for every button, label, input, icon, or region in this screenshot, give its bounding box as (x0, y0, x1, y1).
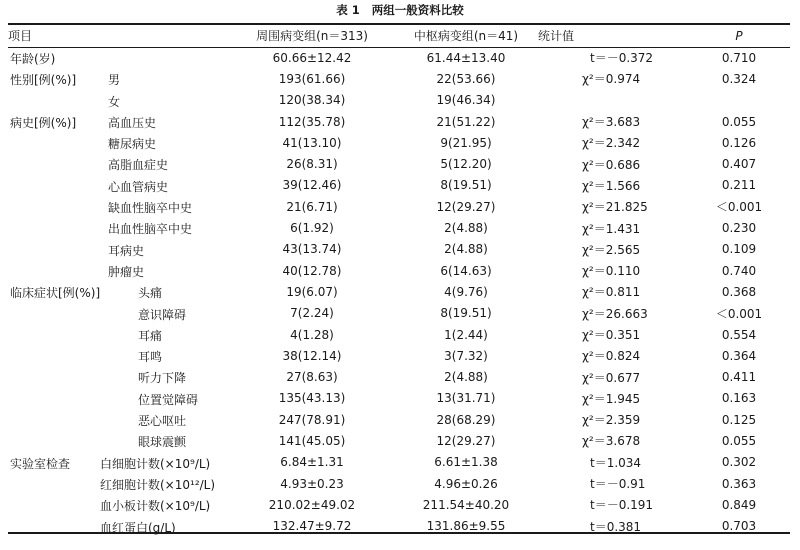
p-value: 0.109 (721, 242, 757, 257)
central-value: 131.86±9.55 (426, 519, 506, 534)
row-subitem: 女 (108, 94, 121, 109)
table-row (8, 409, 790, 430)
table-row (8, 132, 790, 153)
p-value: 0.055 (721, 433, 757, 448)
statistic-value: χ²＝0.677 (582, 370, 641, 385)
table-row (8, 430, 790, 451)
p-value: 0.554 (721, 327, 757, 342)
central-value: 4.96±0.26 (434, 476, 498, 491)
table-row (8, 345, 790, 366)
central-value: 19(46.34) (436, 93, 496, 108)
row-subitem: 高血压史 (108, 115, 157, 130)
peripheral-value: 26(8.31) (286, 157, 338, 172)
central-value: 28(68.29) (436, 412, 496, 427)
table-number: 表 1 (336, 3, 360, 17)
central-value: 12(29.27) (436, 433, 496, 448)
statistic-value: t＝－0.372 (590, 51, 654, 66)
p-value: 0.211 (721, 178, 757, 193)
peripheral-value: 193(61.66) (278, 71, 346, 86)
peripheral-value: 41(13.10) (282, 135, 342, 150)
central-value: 61.44±13.40 (426, 50, 506, 65)
peripheral-value: 21(6.71) (286, 199, 338, 214)
table-row (8, 217, 790, 238)
peripheral-value: 132.47±9.72 (272, 519, 352, 534)
row-subitem: 位置觉障碍 (138, 392, 199, 407)
p-value: 0.302 (721, 455, 757, 470)
peripheral-value: 6.84±1.31 (280, 455, 344, 470)
central-value: 5(12.20) (440, 157, 492, 172)
central-value: 12(29.27) (436, 199, 496, 214)
table-title: 两组一般资料比较 (371, 3, 464, 17)
row-item-cell (8, 90, 230, 111)
table-row (8, 388, 790, 409)
table-row (8, 324, 790, 345)
p-value: 0.230 (721, 221, 757, 236)
table-row (8, 516, 790, 537)
comparison-table (8, 24, 790, 537)
row-subitem: 男 (108, 73, 121, 88)
header-row (8, 24, 790, 47)
row-item-cell (8, 303, 230, 324)
row-subitem: 缺血性脑卒中史 (108, 201, 193, 216)
peripheral-value: 39(12.46) (282, 178, 342, 193)
statistic-value: χ²＝3.678 (582, 434, 641, 449)
peripheral-value: 38(12.14) (282, 348, 342, 363)
peripheral-value: 19(6.07) (286, 284, 338, 299)
row-item-cell (8, 430, 230, 451)
row-subitem: 头痛 (138, 286, 163, 301)
row-item-cell (8, 217, 230, 238)
table-row (8, 260, 790, 281)
row-item-cell (8, 324, 230, 345)
central-value: 9(21.95) (440, 135, 492, 150)
central-value: 13(31.71) (436, 391, 496, 406)
statistic-value (538, 90, 688, 111)
table-row (8, 153, 790, 174)
row-item-cell (8, 388, 230, 409)
p-value: 0.703 (721, 519, 757, 534)
row-item-cell (8, 260, 230, 281)
row-item-cell (8, 366, 230, 387)
central-value: 6(14.63) (440, 263, 492, 278)
row-subitem: 恶心呕吐 (138, 414, 187, 429)
table-row (8, 111, 790, 132)
row-subitem: 意识障碍 (138, 307, 187, 322)
row-subitem: 耳痛 (138, 328, 163, 343)
row-item-cell (8, 68, 230, 89)
central-value: 1(2.44) (444, 327, 488, 342)
header-statistic: 统计值 (538, 29, 575, 43)
row-category: 性别[例(%)] (10, 73, 77, 88)
statistic-value: χ²＝0.110 (582, 264, 641, 279)
peripheral-value: 210.02±49.02 (268, 497, 356, 512)
table-row (8, 90, 790, 111)
central-value: 22(53.66) (436, 71, 496, 86)
statistic-value: χ²＝0.811 (582, 285, 641, 300)
peripheral-value: 141(45.05) (278, 433, 346, 448)
row-item-cell (8, 494, 230, 515)
statistic-value: χ²＝1.945 (582, 391, 641, 406)
statistic-value: χ²＝3.683 (582, 115, 641, 130)
statistic-value: χ²＝1.431 (582, 221, 641, 236)
peripheral-value: 7(2.24) (290, 306, 334, 321)
statistic-value: t＝－0.91 (590, 477, 646, 492)
table-row (8, 68, 790, 89)
header-peripheral-group: 周围病变组(n＝313) (256, 29, 368, 43)
peripheral-value: 60.66±12.42 (272, 50, 352, 65)
table-row (8, 281, 790, 302)
row-subitem: 听力下降 (138, 371, 187, 386)
row-item-cell (8, 239, 230, 260)
table-body (8, 47, 790, 537)
row-subitem: 肿瘤史 (108, 264, 145, 279)
statistic-value: χ²＝21.825 (582, 200, 648, 215)
row-item-cell (8, 175, 230, 196)
central-value: 2(4.88) (444, 370, 488, 385)
row-category: 实验室检查 (10, 456, 71, 471)
row-subitem: 红细胞计数(×10¹²/L) (100, 477, 216, 492)
table-row (8, 452, 790, 473)
row-category: 病史[例(%)] (10, 115, 77, 130)
statistic-value: t＝0.381 (590, 519, 642, 534)
central-value: 6.61±1.38 (434, 455, 498, 470)
central-value: 4(9.76) (444, 284, 488, 299)
central-value: 8(19.51) (440, 178, 492, 193)
table-row (8, 494, 790, 515)
table-row (8, 196, 790, 217)
statistic-value: χ²＝2.342 (582, 136, 641, 151)
p-value: 0.849 (721, 497, 757, 512)
header-p-value: P (735, 28, 743, 43)
p-value: 0.710 (721, 50, 757, 65)
table-row (8, 175, 790, 196)
row-item-cell (8, 516, 230, 537)
central-value: 2(4.88) (444, 242, 488, 257)
row-item-cell (8, 281, 230, 302)
row-item-cell (8, 153, 230, 174)
row-item-cell (8, 196, 230, 217)
peripheral-value: 40(12.78) (282, 263, 342, 278)
row-item-cell (8, 345, 230, 366)
central-value: 211.54±40.20 (422, 497, 510, 512)
p-value: 0.364 (721, 348, 757, 363)
row-subitem: 耳病史 (108, 243, 145, 258)
p-value: 0.363 (721, 476, 757, 491)
row-item-cell (8, 452, 230, 473)
statistic-value: χ²＝1.566 (582, 178, 641, 193)
row-subitem: 心血管病史 (108, 179, 169, 194)
row-subitem: 血小板计数(×10⁹/L) (100, 499, 211, 514)
peripheral-value: 135(43.13) (278, 391, 346, 406)
p-value: 0.407 (721, 157, 757, 172)
peripheral-value: 6(1.92) (290, 221, 334, 236)
peripheral-value: 27(8.63) (286, 370, 338, 385)
central-value: 2(4.88) (444, 221, 488, 236)
statistic-value: χ²＝0.974 (582, 72, 641, 87)
row-item-cell (8, 47, 230, 68)
row-subitem: 白细胞计数(×10⁹/L) (100, 456, 211, 471)
peripheral-value: 4.93±0.23 (280, 476, 344, 491)
row-subitem: 耳鸣 (138, 350, 163, 365)
table-row (8, 366, 790, 387)
p-value: 0.055 (721, 114, 757, 129)
row-subitem: 糖尿病史 (108, 137, 157, 152)
p-value: 0.740 (721, 263, 757, 278)
table-row (8, 239, 790, 260)
peripheral-value: 247(78.91) (278, 412, 346, 427)
central-value: 3(7.32) (444, 348, 488, 363)
row-subitem: 出血性脑卒中史 (108, 222, 193, 237)
row-item-cell (8, 111, 230, 132)
table-caption (0, 3, 800, 17)
header-central-group: 中枢病变组(n＝41) (413, 29, 519, 43)
p-value: 0.368 (721, 284, 757, 299)
peripheral-value: 112(35.78) (278, 114, 346, 129)
table-row (8, 303, 790, 324)
table-row (8, 47, 790, 68)
peripheral-value: 4(1.28) (290, 327, 334, 342)
statistic-value: χ²＝2.359 (582, 413, 641, 428)
statistic-value: χ²＝26.663 (582, 306, 648, 321)
row-item-cell (8, 132, 230, 153)
p-value: 0.324 (721, 71, 757, 86)
p-value: 0.126 (721, 135, 757, 150)
table-row (8, 473, 790, 494)
central-value: 21(51.22) (436, 114, 496, 129)
p-value: 0.411 (721, 370, 757, 385)
statistic-value: χ²＝0.351 (582, 328, 641, 342)
p-value: 0.125 (721, 412, 757, 427)
header-item: 项目 (8, 29, 33, 43)
p-value: ＜0.001 (715, 306, 763, 321)
statistic-value: t＝－0.191 (590, 498, 654, 513)
row-category: 年龄(岁) (10, 52, 56, 66)
row-category: 临床症状[例(%)] (10, 286, 101, 301)
p-value: ＜0.001 (715, 200, 763, 215)
p-value (688, 90, 790, 111)
statistic-value: χ²＝0.686 (582, 157, 641, 172)
peripheral-value: 120(38.34) (278, 93, 346, 108)
row-item-cell (8, 473, 230, 494)
statistic-value: χ²＝2.565 (582, 242, 641, 257)
row-subitem: 血红蛋白(g/L) (100, 520, 176, 535)
central-value: 8(19.51) (440, 306, 492, 321)
row-subitem: 高脂血症史 (108, 158, 169, 173)
row-item-cell (8, 409, 230, 430)
peripheral-value: 43(13.74) (282, 242, 342, 257)
statistic-value: t＝1.034 (590, 455, 642, 470)
statistic-value: χ²＝0.824 (582, 349, 641, 364)
p-value: 0.163 (721, 391, 757, 406)
row-subitem: 眼球震颤 (138, 435, 187, 450)
